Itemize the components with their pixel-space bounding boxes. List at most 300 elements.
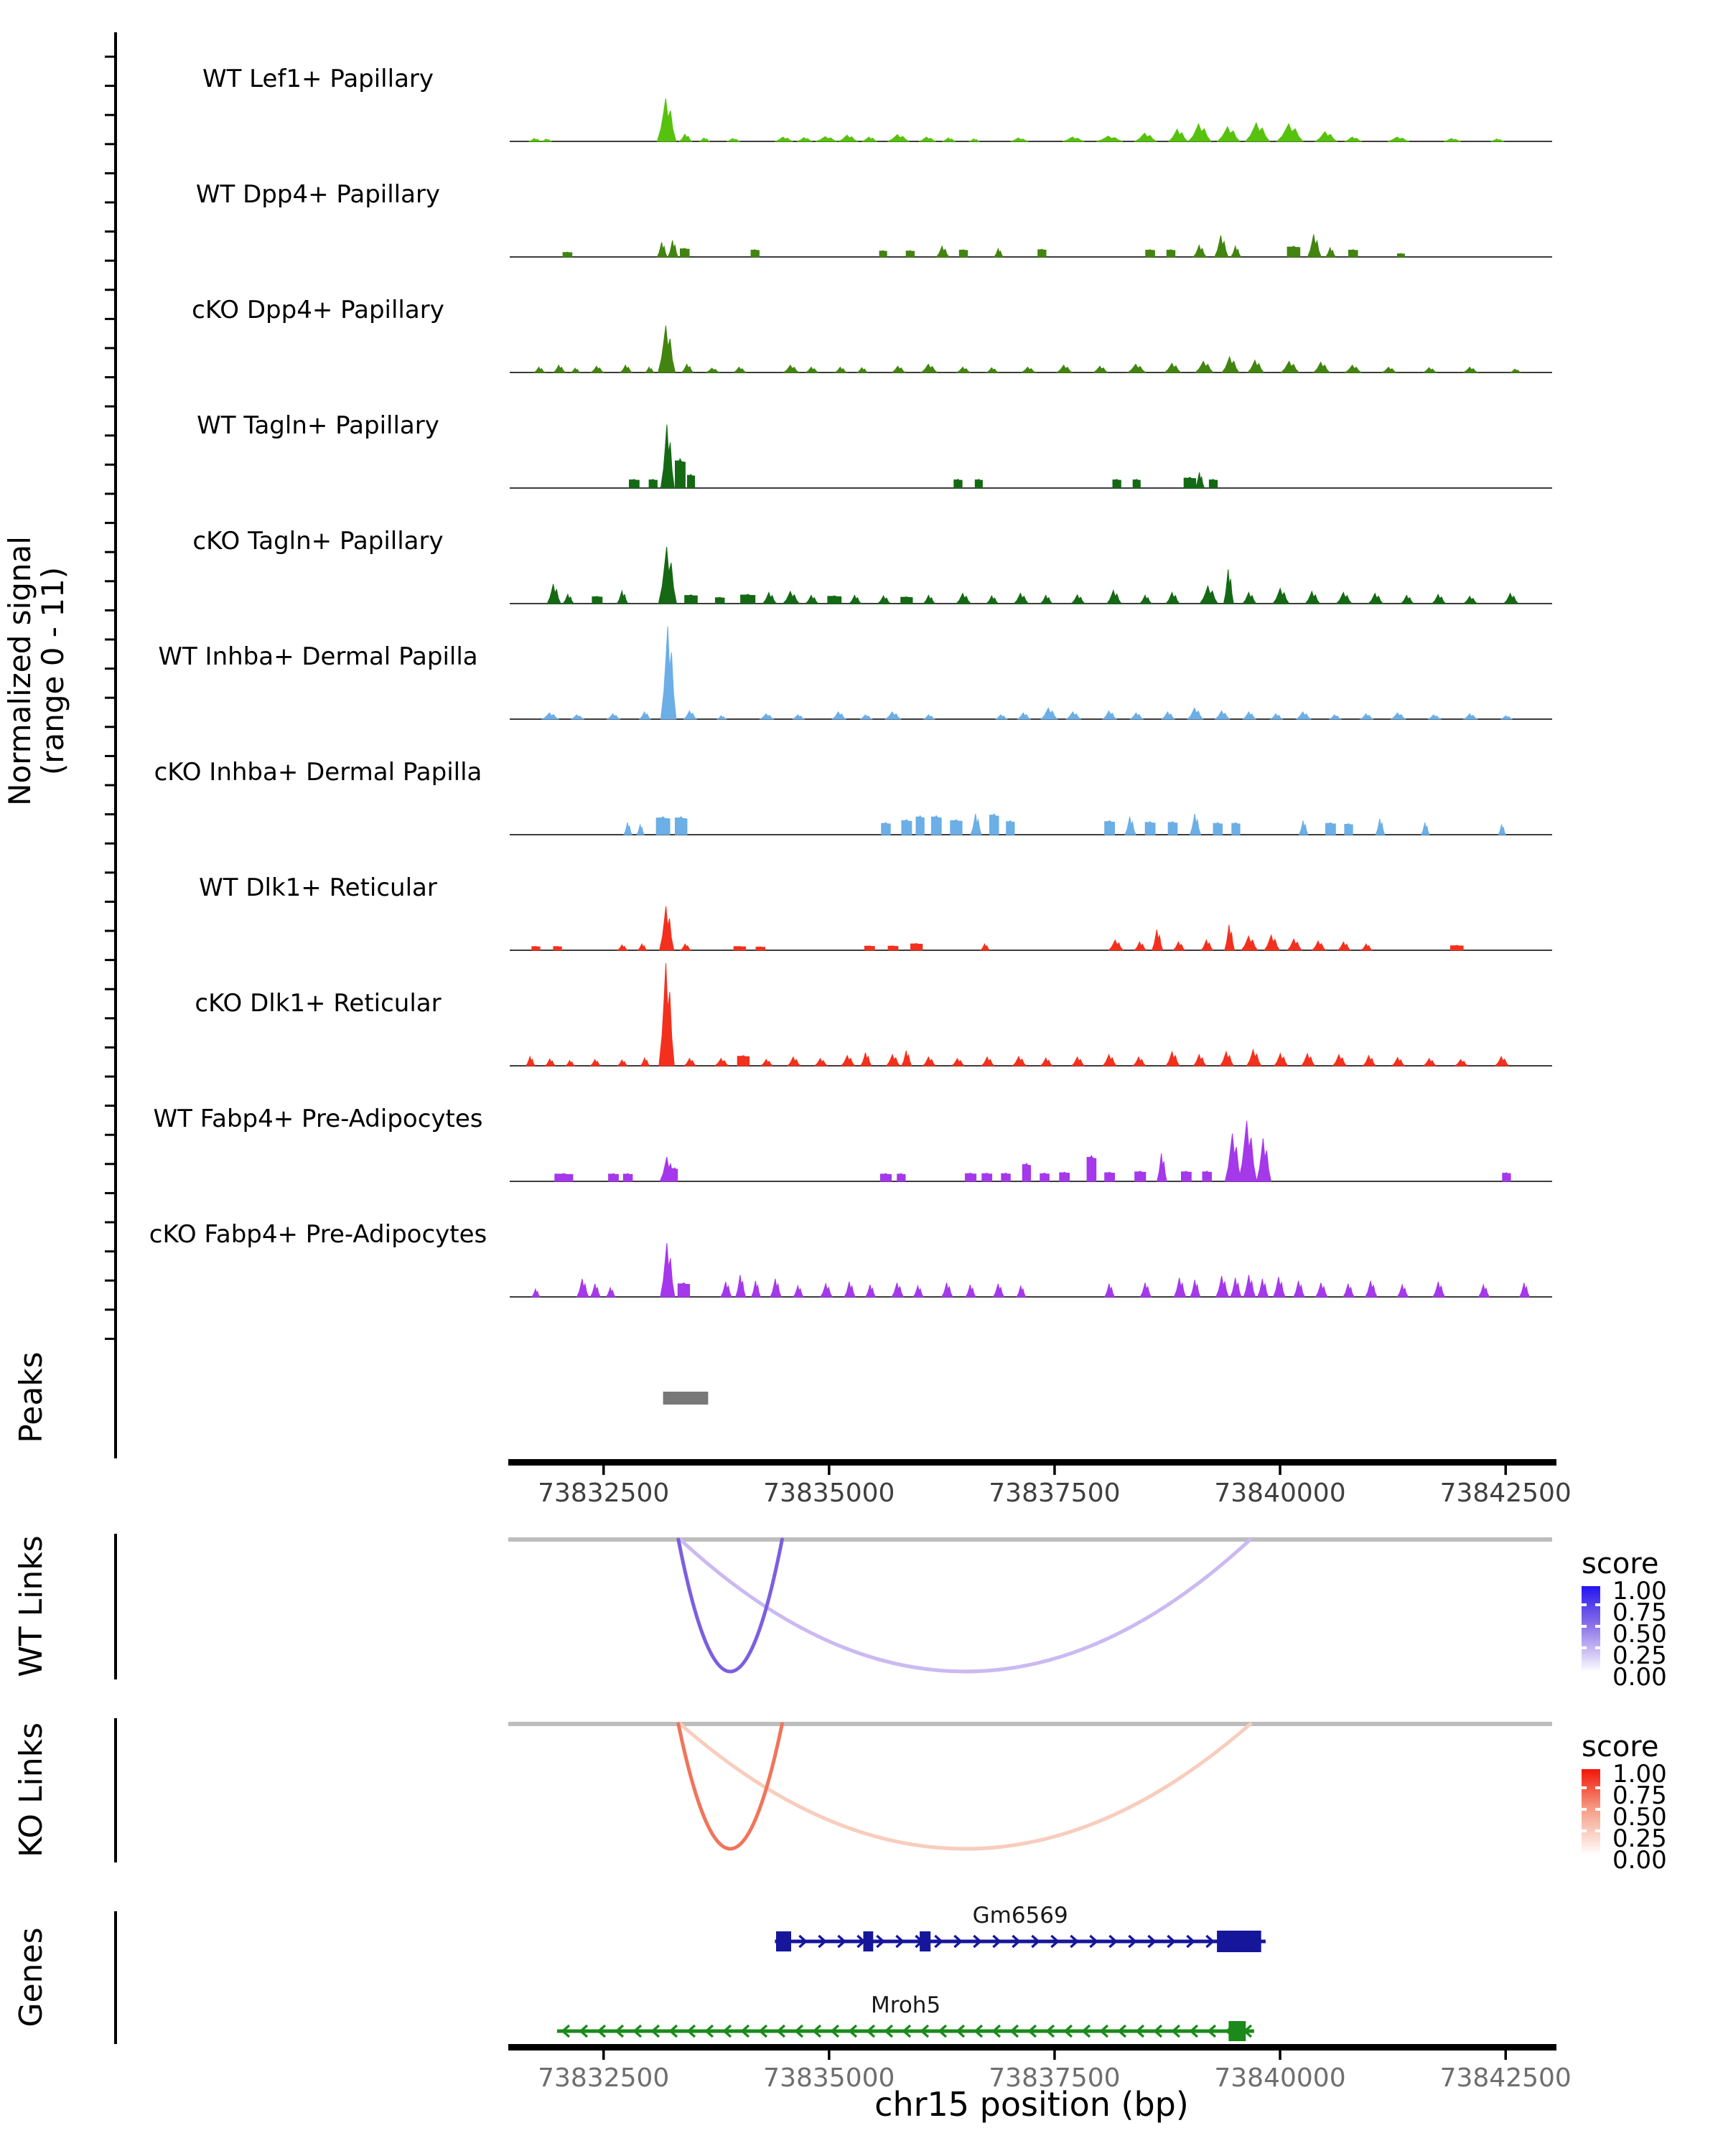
coverage-peak: [806, 367, 818, 373]
coverage-peak: [1184, 477, 1195, 488]
coverage-peak: [715, 1059, 729, 1066]
coverage-peak: [878, 596, 891, 604]
coverage-peak: [1040, 1058, 1052, 1066]
coverage-peak: [623, 1173, 632, 1181]
coverage-peak: [1187, 708, 1203, 719]
coverage-peak: [783, 591, 800, 604]
coverage-peak: [1316, 1283, 1327, 1297]
coverage-peak: [1401, 595, 1414, 604]
coverage-peak: [888, 135, 910, 142]
coverage-peak: [923, 595, 935, 604]
coverage-peak: [676, 459, 686, 488]
coverage-peak: [1397, 253, 1404, 257]
coverage-peak: [1305, 591, 1320, 604]
y-axis-title-line2: (range 0 - 11): [35, 566, 70, 776]
coverage-peak: [649, 479, 657, 488]
coverage-track: [197, 411, 1552, 488]
coverage-peak: [762, 592, 776, 604]
coverage-track: [202, 65, 1552, 141]
coverage-peak: [860, 715, 872, 719]
coverage-track: [154, 758, 1552, 835]
coverage-peak: [1135, 1171, 1146, 1181]
coverage-peak: [1071, 595, 1085, 604]
coverage-peak: [1273, 589, 1289, 604]
coverage-peak: [706, 368, 719, 372]
coverage-peak: [660, 627, 676, 719]
coverage-peak: [640, 712, 650, 719]
coverage-peak: [1330, 715, 1341, 719]
coverage-peak: [1315, 131, 1337, 141]
x-axis-title: chr15 position (bp): [874, 2085, 1189, 2124]
coverage-peak: [554, 365, 565, 372]
axis-tick: [1279, 2050, 1281, 2060]
axis-tick-label: 73842500: [1439, 1478, 1572, 1508]
links-baseline: [508, 1537, 1552, 1542]
coverage-peak: [1168, 822, 1177, 835]
wt-links-panel: [508, 1537, 1552, 1672]
coverage-peak: [844, 1282, 855, 1297]
coverage-peak: [684, 1059, 696, 1066]
coverage-peak: [727, 139, 740, 141]
coverage-peak: [841, 1056, 855, 1066]
coverage-peak: [788, 1057, 800, 1066]
coverage-peak: [1007, 820, 1014, 835]
coverage-peak: [1338, 942, 1351, 950]
coverage-peak: [1360, 714, 1373, 720]
coverage-peak: [1503, 1173, 1510, 1181]
coverage-peak: [1010, 138, 1028, 141]
coverage-peak: [1190, 1280, 1200, 1297]
coverage-peak: [1222, 357, 1239, 372]
gene-exon: [776, 1931, 791, 1951]
coverage-peak: [1164, 363, 1181, 372]
coverage-peak: [1368, 594, 1383, 604]
coverage-peak: [770, 1279, 781, 1297]
coverage-peak: [793, 715, 804, 719]
coverage-peak: [996, 715, 1007, 719]
coverage-peak: [1213, 822, 1223, 835]
genes-section-label: Genes: [13, 1927, 50, 2028]
coverage-peak: [994, 1284, 1004, 1297]
ko-links-panel: [508, 1722, 1552, 1849]
track-label: cKO Dlk1+ Reticular: [195, 989, 442, 1018]
gene-exon: [1217, 1931, 1261, 1952]
coverage-peak: [1302, 1054, 1315, 1066]
coverage-peak: [1140, 595, 1152, 604]
coverage-peak: [606, 1288, 615, 1297]
coverage-peak: [1337, 592, 1352, 604]
coverage-peak: [1243, 1275, 1255, 1297]
coverage-peak: [721, 1282, 732, 1297]
coverage-peak: [994, 248, 1004, 257]
coverage-peak: [638, 944, 647, 950]
axis-line: [508, 2044, 1556, 2050]
coverage-peak: [1218, 127, 1240, 141]
coverage-track: [192, 296, 1552, 372]
coverage-peak: [1376, 819, 1385, 835]
score-legend-tick: [1595, 1603, 1600, 1606]
coverage-peak: [1166, 592, 1180, 604]
score-legend-tick: [1595, 1829, 1600, 1832]
coverage-peak: [1060, 1172, 1070, 1181]
coverage-peak: [806, 595, 818, 604]
coverage-peak: [1314, 362, 1330, 372]
coverage-peak: [1391, 713, 1406, 719]
coverage-peak: [902, 1051, 912, 1066]
y-axis-title-line1: Normalized signal: [2, 536, 37, 806]
coverage-peak: [1113, 479, 1121, 488]
coverage-peak: [630, 479, 640, 488]
ko-links-section-label: KO Links: [13, 1722, 50, 1858]
coverage-peak: [1307, 235, 1321, 257]
score-legend-label: 0.50: [1612, 1620, 1667, 1649]
coverage-peak: [1152, 929, 1163, 950]
coverage-peak: [645, 367, 655, 373]
coverage-peak: [1297, 712, 1311, 719]
track-label: cKO Tagln+ Papillary: [192, 527, 444, 556]
coverage-peak: [555, 1173, 573, 1181]
coverage-peak: [897, 1173, 905, 1181]
coverage-peak: [577, 1279, 589, 1297]
axis-tick: [1053, 1466, 1056, 1475]
coverage-peak: [526, 1056, 536, 1066]
coverage-peak: [1203, 1171, 1212, 1181]
ko-score-legend-title: score: [1582, 1730, 1659, 1763]
score-legend-label: 0.00: [1612, 1846, 1667, 1875]
gene-exon: [864, 1931, 874, 1951]
track-label: cKO Inhba+ Dermal Papilla: [154, 758, 482, 787]
coverage-peak: [835, 367, 846, 373]
coverage-peak: [861, 1053, 872, 1066]
coverage-peak: [966, 1285, 976, 1297]
peaks-track: [663, 1392, 709, 1405]
coverage-track: [192, 527, 1552, 604]
coverage-peak: [1215, 235, 1228, 257]
coverage-peak: [839, 135, 857, 141]
coverage-peak: [1093, 366, 1108, 372]
coverage-peak: [609, 1173, 619, 1181]
genes-track: [557, 1903, 1266, 2041]
coverage-peak: [660, 425, 674, 488]
coverage-peak: [1345, 823, 1353, 835]
coverage-peak: [879, 250, 887, 257]
coverage-peak: [951, 820, 962, 835]
coverage-peak: [1105, 820, 1115, 835]
genome-axis-top: [508, 1459, 1572, 1508]
coverage-peak: [1224, 569, 1234, 604]
coverage-peak: [864, 946, 874, 950]
coverage-peak: [547, 584, 561, 604]
coverage-peak: [542, 713, 559, 719]
gene-name-label: Gm6569: [972, 1903, 1068, 1928]
coverage-peak: [657, 98, 676, 141]
coverage-peak: [1274, 1054, 1288, 1066]
coverage-peak: [981, 1057, 994, 1066]
coverage-peak: [954, 479, 962, 488]
coverage-peak: [1343, 1284, 1354, 1297]
wt-score-gradient-bar: [1582, 1586, 1600, 1672]
score-legend-tick: [1582, 1786, 1587, 1789]
coverage-peak: [882, 822, 891, 835]
coverage-peak: [1173, 942, 1185, 950]
coverage-peak: [1231, 246, 1241, 257]
axis-tick-label: 73840000: [1214, 1478, 1346, 1508]
coverage-peak: [1128, 364, 1146, 372]
coverage-peak: [668, 240, 678, 257]
coverage-peak: [986, 596, 998, 604]
axis-tick: [1279, 1466, 1281, 1475]
coverage-peak: [590, 1284, 600, 1297]
coverage-peak: [688, 474, 695, 488]
coverage-peak: [821, 1284, 832, 1297]
coverage-peak: [969, 139, 980, 141]
coverage-peak: [1017, 1285, 1026, 1297]
coverage-peak: [1157, 1153, 1167, 1181]
coverage-peak: [1066, 712, 1080, 719]
axis-tick: [602, 1466, 605, 1475]
coverage-peak: [736, 1275, 746, 1297]
coverage-peak: [902, 820, 912, 835]
coverage-peak: [1063, 137, 1084, 141]
coverage-peak: [1294, 1281, 1304, 1297]
coverage-peak: [1365, 1281, 1377, 1297]
axis-tick: [602, 2050, 605, 2060]
coverage-peak: [1423, 367, 1437, 372]
coverage-peak: [717, 716, 727, 719]
coverage-peak: [1287, 939, 1302, 950]
coverage-peak: [571, 715, 584, 719]
track-label: WT Inhba+ Dermal Papilla: [158, 642, 478, 671]
coverage-peak: [1247, 1050, 1261, 1066]
score-legend-label: 1.00: [1612, 1577, 1667, 1606]
axis-line: [508, 1459, 1556, 1466]
coverage-peak: [1238, 1121, 1256, 1181]
coverage-peak: [566, 1061, 575, 1067]
coverage-peak: [1345, 365, 1362, 372]
coverage-peak: [1021, 367, 1035, 373]
coverage-peak: [1225, 925, 1235, 950]
wt-score-legend: [1582, 1547, 1667, 1692]
score-legend-label: 0.75: [1612, 1781, 1667, 1810]
coverage-peak: [617, 945, 627, 951]
coverage-peak: [563, 252, 572, 257]
track-label: WT Dlk1+ Reticular: [199, 873, 437, 902]
coverage-peak: [1189, 124, 1211, 142]
coverage-peak: [888, 946, 898, 950]
coverage-peak: [699, 138, 710, 141]
axis-tick-label: 73837500: [989, 1478, 1121, 1508]
score-legend-label: 0.25: [1612, 1641, 1667, 1670]
coverage-peak: [815, 1059, 828, 1066]
coverage-peak: [775, 137, 793, 141]
coverage-peak: [591, 366, 604, 372]
gene-exon: [1228, 2021, 1246, 2041]
axis-tick-label: 73842500: [1439, 2063, 1572, 2093]
coverage-track: [199, 873, 1552, 950]
coverage-peak: [971, 814, 981, 835]
coverage-peak: [887, 1054, 900, 1066]
coverage-peak: [1057, 365, 1072, 372]
coverage-peak: [1520, 1283, 1530, 1297]
coverage-peak: [924, 715, 935, 719]
link-arc: [678, 1539, 783, 1672]
coverage-peak: [660, 1243, 675, 1297]
coverage-peak: [783, 365, 798, 372]
coverage-peak: [885, 712, 900, 719]
coverage-peak: [1382, 367, 1396, 373]
coverage-peak: [761, 1059, 772, 1066]
coverage-peak: [1256, 1138, 1271, 1181]
score-legend-tick: [1582, 1829, 1587, 1832]
coverage-peak: [1145, 822, 1155, 835]
coverage-peak: [542, 139, 552, 141]
axis-tick: [1505, 2050, 1508, 2060]
coverage-peak: [1014, 594, 1028, 604]
coverage-peak: [923, 1057, 936, 1066]
coverage-peak: [1432, 594, 1446, 604]
score-legend-tick: [1595, 1786, 1600, 1789]
coverage-peak: [592, 596, 602, 604]
coverage-peak: [1193, 245, 1206, 257]
coverage-peak: [617, 1060, 627, 1066]
track-label: cKO Dpp4+ Papillary: [192, 296, 444, 324]
track-label: WT Tagln+ Papillary: [197, 411, 439, 440]
coverage-peak: [1209, 479, 1217, 488]
coverage-peak: [1433, 1282, 1444, 1297]
coverage-peak: [752, 1281, 761, 1297]
coverage-peak: [624, 822, 632, 835]
coverage-track: [196, 180, 1552, 257]
coverage-peak: [637, 825, 644, 835]
coverage-peak: [679, 134, 692, 141]
coverage-peak: [1133, 479, 1140, 488]
coverage-peak: [1277, 124, 1304, 142]
coverage-peak: [1500, 716, 1512, 719]
coverage-peak: [620, 365, 632, 372]
coverage-peak: [916, 816, 924, 835]
axis-tick-label: 73840000: [1214, 2063, 1346, 2093]
score-legend-tick: [1595, 1625, 1600, 1628]
coverage-peak: [681, 364, 693, 372]
coverage-peak: [756, 947, 765, 950]
coverage-peak: [956, 594, 971, 604]
coverage-peak: [681, 944, 691, 950]
peak-region: [663, 1392, 709, 1405]
coverage-peak: [734, 367, 747, 373]
coverage-peak: [1131, 713, 1144, 719]
coverage-peak: [1232, 822, 1240, 835]
coverage-peak: [1022, 1163, 1030, 1181]
gene-name-label: Mroh5: [871, 1992, 941, 2018]
coverage-peak: [1287, 246, 1300, 257]
coverage-peak: [981, 944, 990, 950]
coverage-peak: [1248, 360, 1264, 372]
coverage-peak: [528, 139, 541, 141]
coverage-peak: [866, 1285, 876, 1297]
coverage-peak: [1361, 944, 1372, 950]
coverage-peak: [751, 250, 759, 257]
score-legend-tick: [1595, 1646, 1600, 1649]
coverage-peak: [892, 366, 905, 372]
coverage-peak: [1451, 945, 1464, 950]
score-legend-tick: [1582, 1646, 1587, 1649]
coverage-peak: [1190, 814, 1200, 835]
coverage-peak: [892, 1283, 903, 1297]
coverage-track: [195, 963, 1552, 1066]
coverage-peak: [534, 367, 545, 373]
coverage-peak: [986, 367, 998, 372]
coverage-peak: [828, 596, 841, 604]
coverage-peak: [1105, 1172, 1115, 1181]
coverage-peak: [862, 137, 877, 141]
coverage-peak: [1428, 715, 1441, 719]
coverage-peak: [982, 1173, 992, 1181]
peaks-section-label: Peaks: [13, 1351, 50, 1443]
coverage-peak: [659, 963, 674, 1066]
axis-tick-label: 73837500: [989, 2063, 1121, 2093]
axis-tick-label: 73832500: [538, 2063, 670, 2093]
coverage-peak: [640, 1058, 650, 1066]
coverage-peak: [1271, 714, 1282, 720]
coverage-peak: [607, 714, 620, 720]
coverage-peak: [952, 1059, 965, 1066]
coverage-peak: [1463, 367, 1477, 373]
track-label: WT Dpp4+ Papillary: [195, 180, 441, 209]
axis-tick: [828, 2050, 831, 2060]
axis-tick-label: 73835000: [763, 1478, 895, 1508]
coverage-peak: [957, 367, 971, 373]
coverage-peak: [760, 714, 774, 720]
coverage-peak: [1349, 250, 1358, 257]
coverage-peak: [1166, 1051, 1180, 1066]
coverage-peak: [1363, 1056, 1376, 1066]
coverage-peak: [1135, 133, 1157, 141]
coverage-peak: [1392, 1057, 1405, 1066]
axis-tick: [828, 1466, 831, 1475]
coverage-peak: [1510, 369, 1521, 372]
coverage-peak: [919, 137, 936, 141]
track-label: cKO Fabp4+ Pre-Adipocytes: [149, 1220, 487, 1249]
coverage-peak: [1464, 596, 1477, 604]
coverage-peak: [1200, 586, 1218, 604]
coverage-peak: [1038, 249, 1046, 257]
gene-exon: [920, 1931, 930, 1951]
coverage-peak: [959, 250, 967, 257]
score-legend-label: 1.00: [1612, 1760, 1667, 1789]
score-legend-tick: [1595, 1808, 1600, 1811]
coverage-peak: [1017, 713, 1030, 719]
axis-tick: [1505, 1466, 1508, 1475]
score-legend-label: 0.50: [1612, 1803, 1667, 1832]
score-legend-label: 0.00: [1612, 1663, 1667, 1692]
ko-score-gradient-bar: [1582, 1769, 1600, 1855]
axis-tick-label: 73835000: [763, 2063, 895, 2093]
coverage-peak: [657, 243, 667, 257]
coverage-peak: [678, 1283, 689, 1297]
coverage-peak: [1264, 935, 1279, 950]
coverage-peak: [1201, 940, 1213, 950]
coverage-peak: [1243, 592, 1256, 604]
coverage-peak: [1424, 1059, 1437, 1066]
coverage-peak: [734, 947, 745, 950]
coverage-peak: [1220, 1051, 1234, 1066]
coverage-peak: [1231, 1278, 1241, 1298]
coverage-track: [154, 1105, 1552, 1181]
coverage-peak: [1041, 708, 1057, 719]
coverage-peak: [1215, 711, 1230, 719]
coverage-peak: [1013, 1056, 1027, 1066]
coverage-peak: [1193, 1054, 1206, 1066]
